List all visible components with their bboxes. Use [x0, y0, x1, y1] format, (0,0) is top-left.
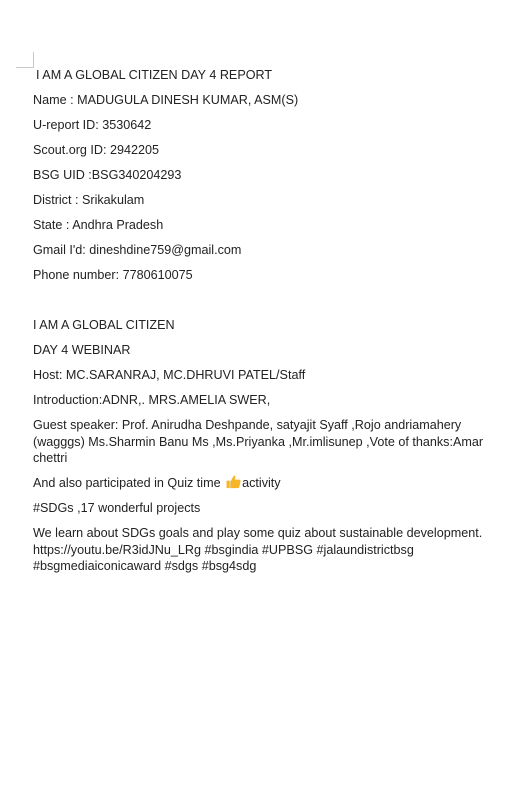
phone-line: Phone number: 7780610075 [33, 268, 193, 282]
name-line: Name : MADUGULA DINESH KUMAR, ASM(S) [33, 93, 299, 107]
bsg-uid-line: BSG UID :BSG340204293 [33, 168, 182, 182]
introduction-line: Introduction:ADNR,. MRS.AMELIA SWER, [33, 393, 271, 407]
report-heading: I AM A GLOBAL CITIZEN DAY 4 REPORT [36, 68, 273, 82]
ureport-id-line: U-report ID: 3530642 [33, 118, 152, 132]
host-line: Host: MC.SARANRAJ, MC.DHRUVI PATEL/Staff [33, 368, 306, 382]
quiz-text-after: activity [242, 476, 281, 490]
quiz-line [33, 475, 495, 492]
learning-paragraph: We learn about SDGs goals and play some quiz about sustainable development. https://youtu.be/R3idJNu_LRg #bsgindia #UPBSG #jalaundistrictbsg #bsgmediaiconicaward #sdgs #bsg4sdg [33, 526, 483, 573]
page-corner-mark [16, 52, 34, 68]
district-line: District : Srikakulam [33, 193, 145, 207]
section-title: I AM A GLOBAL CITIZEN [33, 318, 175, 332]
quiz-text-before: And also participated in Quiz time [33, 476, 225, 490]
guest-speaker-paragraph: Guest speaker: Prof. Anirudha Deshpande, satyajit Syaff ,Rojo andriamahery (wagggs) Ms.Sharmin Banu Ms ,Ms.Priyanka ,Mr.imlisunep ,Vote of thanks:Amar chettri [33, 418, 484, 465]
thumbs-up-icon [226, 475, 241, 489]
state-line: State : Andhra Pradesh [33, 218, 164, 232]
sdgs-line: #SDGs ,17 wonderful projects [33, 501, 201, 515]
scout-id-line: Scout.org ID: 2942205 [33, 143, 160, 157]
gmail-line: Gmail I'd: dineshdine759@gmail.com [33, 243, 242, 257]
document-body [33, 67, 495, 583]
blank-line [33, 292, 495, 309]
webinar-line: DAY 4 WEBINAR [33, 343, 131, 357]
